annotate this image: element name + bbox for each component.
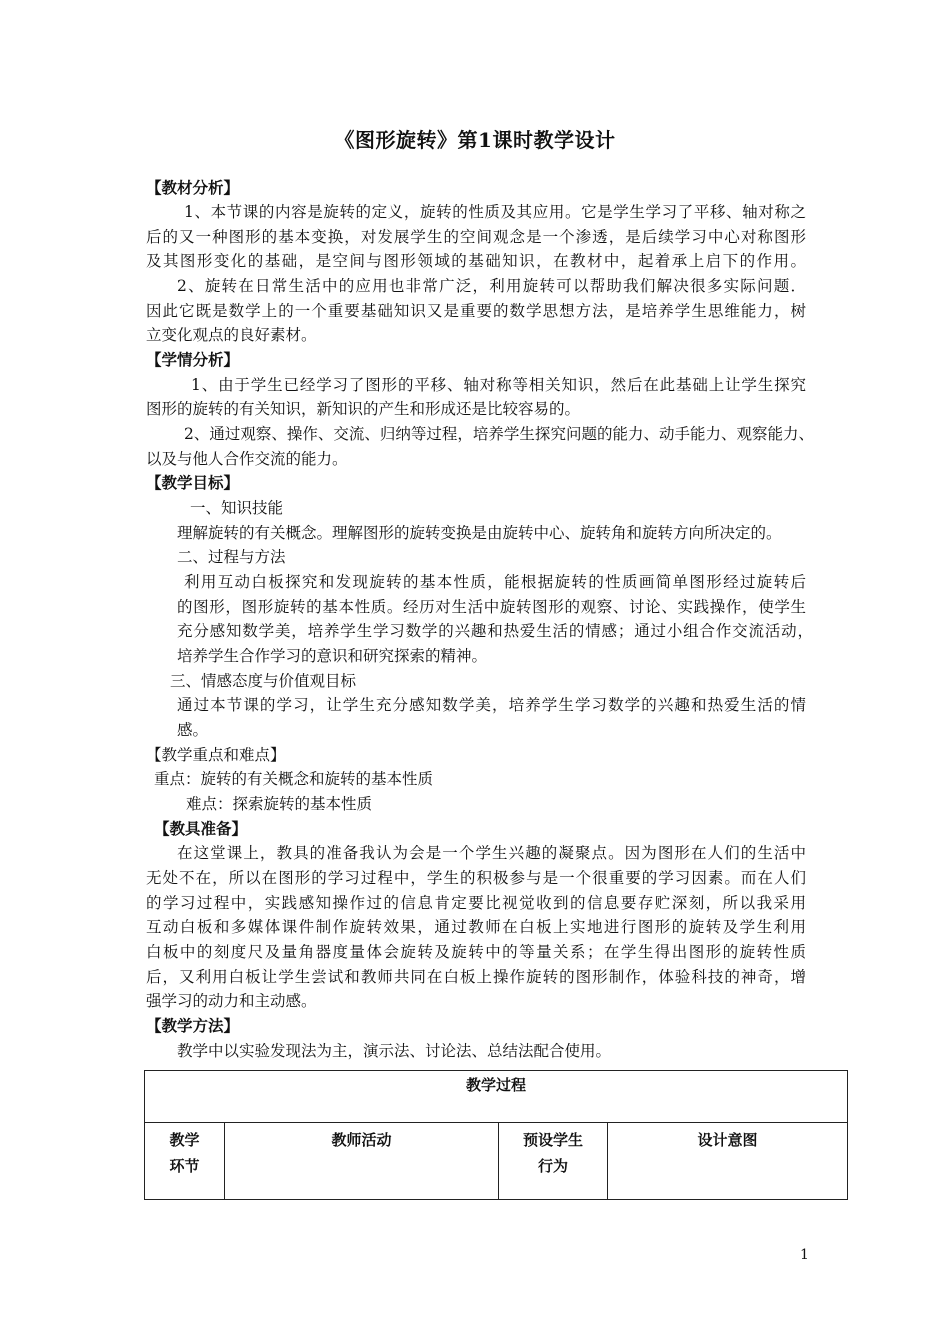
paragraph-line: 的图形，图形旋转的基本性质。经历对生活中旋转图形的观察、讨论、实践操作，使学生 [177, 598, 806, 616]
section-heading-teaching-objectives: 【教学目标】 [146, 473, 240, 492]
paragraph-line: 在这堂课上，教具的准备我认为会是一个学生兴趣的凝聚点。因为图形在人们的生活中 [177, 844, 806, 862]
paragraph-line: 后，又利用白板让学生尝试和教师共同在白板上操作旋转的图形制作，体验科技的神奇，增 [146, 968, 806, 986]
paragraph-line: 教学中以实验发现法为主，演示法、讨论法、总结法配合使用。 [177, 1042, 612, 1060]
paragraph-line: 培养学生合作学习的意识和研究探索的精神。 [177, 647, 488, 665]
table-header-student-behavior [499, 1123, 608, 1200]
paragraph-line: 互动白板和多媒体课件制作旋转效果，通过教师在白板上实地进行图形的旋转及学生利用 [146, 918, 806, 936]
paragraph-line: 无处不在，所以在图形的学习过程中，学生的积极参与是一个很重要的学习因素。而在人们 [146, 869, 806, 887]
header-text: 预设学生 [522, 1131, 583, 1149]
paragraph-line: 因此它既是数学上的一个重要基础知识又是重要的数学思想方法，是培养学生思维能力，树 [146, 302, 806, 320]
header-text: 教学 [169, 1131, 200, 1149]
section-heading-key-difficult-points: 【教学重点和难点】 [146, 746, 286, 764]
document-title: 《图形旋转》第1课时教学设计 [334, 128, 616, 152]
paragraph-line: 1、本节课的内容是旋转的定义，旋转的性质及其应用。它是学生学习了平移、轴对称之 [184, 203, 806, 221]
header-text: 环节 [169, 1157, 200, 1175]
table-header-stage [145, 1123, 225, 1200]
paragraph-line: 1、由于学生已经学习了图形的平移、轴对称等相关知识，然后在此基础上让学生探究 [191, 376, 806, 394]
paragraph-line: 的学习过程中，实践感知操作过的信息肯定要比视觉收到的信息要存贮深刻，所以我采用 [146, 894, 806, 912]
table-header-design-intent: 设计意图 [608, 1123, 848, 1200]
paragraph-line: 2、通过观察、操作、交流、归纳等过程，培养学生探究问题的能力、动手能力、观察能力、 [184, 425, 814, 443]
paragraph-line: 通过本节课的学习，让学生充分感知数学美，培养学生学习数学的兴趣和热爱生活的情 [177, 696, 806, 714]
paragraph-line: 白板中的刻度尺及量角器度量体会旋转及旋转中的等量关系；在学生得出图形的旋转性质 [146, 943, 806, 961]
section-heading-learner-analysis: 【学情分析】 [146, 350, 240, 369]
subheading-knowledge-skills: 一、知识技能 [190, 499, 284, 517]
paragraph-line: 2、旋转在日常生活中的应用也非常广泛，利用旋转可以帮助我们解决很多实际问题． [177, 277, 806, 295]
paragraph-line: 图形的旋转的有关知识，新知识的产生和形成还是比较容易的。 [146, 400, 581, 418]
header-text: 行为 [537, 1157, 568, 1175]
teaching-process-table [144, 1070, 848, 1200]
paragraph-line: 理解旋转的有关概念。理解图形的旋转变换是由旋转中心、旋转角和旋转方向所决定的。 [177, 524, 782, 542]
difficult-point-text: 难点：探索旋转的基本性质 [186, 795, 373, 813]
section-heading-teaching-methods: 【教学方法】 [146, 1016, 240, 1035]
paragraph-line: 以及与他人合作交流的能力。 [146, 450, 348, 468]
paragraph-line: 充分感知数学美，培养学生学习数学的兴趣和热爱生活的情感；通过小组合作交流活动， [177, 622, 813, 640]
paragraph-line: 后的又一种图形的基本变换，对发展学生的空间观念是一个渗透，是后续学习中心对称图形 [146, 228, 806, 246]
subheading-emotion-values: 三、情感态度与价值观目标 [170, 672, 357, 690]
paragraph-line: 立变化观点的良好素材。 [146, 326, 317, 344]
page-number: 1 [800, 1247, 809, 1263]
key-point-text: 重点：旋转的有关概念和旋转的基本性质 [154, 770, 434, 788]
paragraph-line: 利用互动白板探究和发现旋转的基本性质，能根据旋转的性质画简单图形经过旋转后 [184, 573, 806, 591]
table-header-row [145, 1123, 848, 1200]
section-heading-teaching-aids: 【教具准备】 [154, 819, 248, 838]
paragraph-line: 感。 [177, 721, 209, 739]
paragraph-line: 及其图形变化的基础，是空间与图形领域的基础知识，在教材中，起着承上启下的作用。 [146, 252, 806, 270]
table-header-teacher-activity: 教师活动 [225, 1123, 499, 1200]
subheading-process-methods: 二、过程与方法 [177, 548, 286, 566]
table-caption-row [145, 1071, 848, 1123]
table-caption: 教学过程 [145, 1071, 848, 1123]
paragraph-line: 强学习的动力和主动感。 [146, 992, 317, 1010]
section-heading-textbook-analysis: 【教材分析】 [146, 178, 240, 197]
